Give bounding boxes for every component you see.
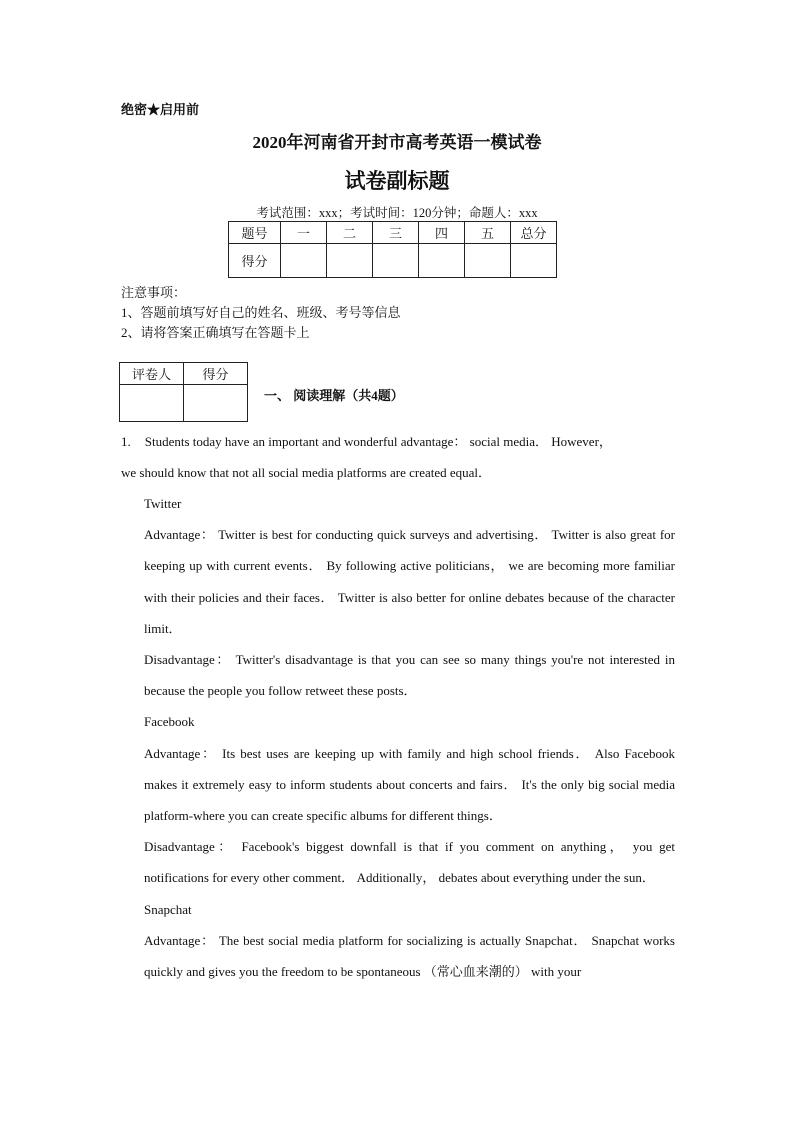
notes-item: 2、请将答案正确填写在答题卡上: [121, 325, 310, 340]
exam-subtitle: 试卷副标题: [344, 169, 450, 193]
score-header-cell: 三: [373, 222, 419, 244]
question-1-intro: [121, 426, 675, 488]
score-header-cell: 四: [419, 222, 465, 244]
grader-table: [119, 362, 248, 422]
question-1-intro-line1: Students today have an important and wonderful advantage： social media． However，: [144, 434, 612, 449]
passage-heading: Twitter: [144, 496, 182, 511]
notes: [121, 283, 401, 343]
passage-paragraph: Advantage： Its best uses are keeping up with family and high school friends． Also Facebook makes it extremely easy to inform students about concerts and fairs． It's the only big social media platform-where you can create specific albums for different things．: [144, 745, 675, 824]
score-header-cell: 总分: [511, 222, 557, 244]
score-input-cell[interactable]: [281, 244, 327, 278]
passage-paragraph: Disadvantage： Twitter's disadvantage is that you can see so many things you're not interested in because the people you follow retweet these posts．: [144, 652, 675, 699]
passage-heading: Snapchat: [144, 901, 192, 917]
exam-info: 考试范围：xxx；考试时间：120分钟；命题人：xxx: [256, 206, 538, 220]
score-header-cell: 一: [281, 222, 327, 244]
score-header-cell: 二: [327, 222, 373, 244]
passage-paragraph: Advantage： The best social media platform for socializing is actually Snapchat． Snapchat works quickly and gives you the freedom to be spontaneous （常心血来潮的） with your: [144, 932, 675, 980]
score-input-cell[interactable]: [511, 244, 557, 278]
score-input-cell[interactable]: [465, 244, 511, 278]
notes-heading: 注意事项：: [121, 285, 187, 300]
secret-mark: 绝密★启用前: [121, 102, 200, 117]
passage-paragraph: Disadvantage： Facebook's biggest downfall is that if you comment on anything， you get notifications for every other comment． Additionally， debates about everything under the sun．: [144, 839, 675, 886]
score-input-cell[interactable]: [327, 244, 373, 278]
score-input-cell[interactable]: [419, 244, 465, 278]
score-header-cell: 五: [465, 222, 511, 244]
score-row-label: 得分: [229, 244, 281, 278]
question-number: 1.: [121, 434, 131, 449]
exam-title: 2020年河南省开封市高考英语一模试卷: [252, 133, 542, 152]
grader-input-cell[interactable]: [184, 385, 248, 422]
question-1-line: we should know that not all social media platforms are created equal．: [121, 465, 492, 480]
section-title: 一、 阅读理解（共4题）: [264, 388, 404, 403]
question-1-line: [121, 426, 675, 457]
grader-input-cell[interactable]: [120, 385, 184, 422]
passage-paragraph: Advantage： Twitter is best for conducting quick surveys and advertising． Twitter is also great for keeping up with current events． By following active politicians， we are becoming more familiar with their policies and their faces． Twitter is also better for online debates because of the character limit．: [144, 527, 675, 636]
passage-heading: Facebook: [144, 714, 195, 730]
notes-item: 1、答题前填写好自己的姓名、班级、考号等信息: [121, 305, 401, 320]
score-input-cell[interactable]: [373, 244, 419, 278]
score-header-cell: 题号: [229, 222, 281, 244]
question-1-passage: [144, 488, 675, 987]
grader-header-cell: 评卷人: [120, 363, 184, 385]
score-table: [228, 221, 557, 278]
grader-header-cell: 得分: [184, 363, 248, 385]
